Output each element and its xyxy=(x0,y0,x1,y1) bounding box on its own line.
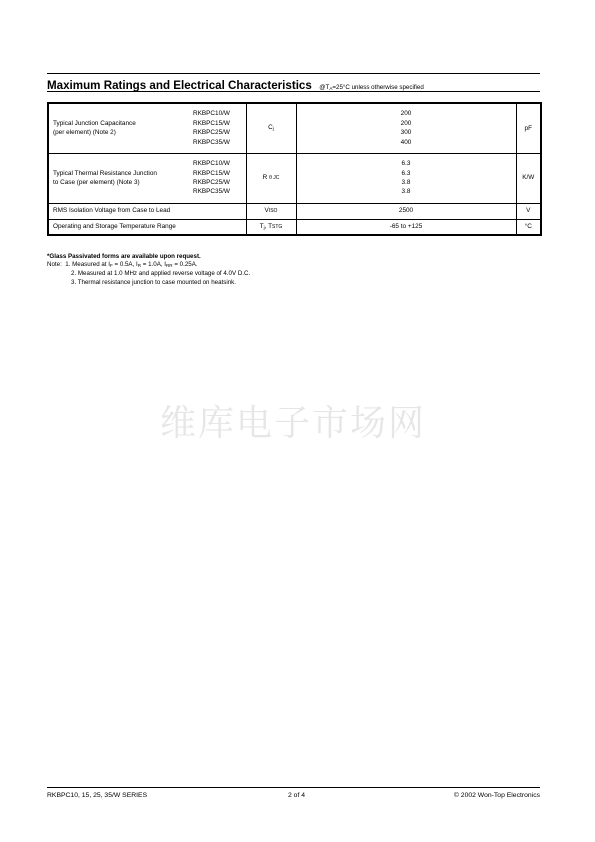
symbol-cell: R θ JC xyxy=(246,153,296,203)
watermark: 维库电子市场网 xyxy=(160,403,427,444)
ratings-table xyxy=(47,102,542,236)
table-row-capacitance xyxy=(48,103,541,153)
symbol-cell: $C_j$ xyxy=(246,103,296,153)
value-cell: 200 200 300 400 xyxy=(296,103,516,153)
footer-page-number: 2 of 4 xyxy=(288,792,306,799)
footer-rule xyxy=(47,787,540,788)
symbol-cell: VISO xyxy=(246,203,296,219)
section-condition: $@T_A=25^\circ C$ unless otherwise specified xyxy=(319,84,424,91)
value-cell: 2500 xyxy=(296,203,516,219)
symbol-cell: $T_j$, TSTG xyxy=(246,219,296,235)
unit-cell: K/W xyxy=(516,153,541,203)
section-title: Maximum Ratings and Electrical Characteristics xyxy=(47,79,312,92)
note-3: 3. Thermal resistance junction to case mounted on heatsink. xyxy=(71,278,236,286)
header-rule-bottom xyxy=(47,91,540,92)
header-rule-top xyxy=(47,73,540,74)
table-row-thermal-resistance xyxy=(48,153,541,203)
unit-cell: °C xyxy=(516,219,541,235)
model-list: RKBPC10/W RKBPC15/W RKBPC25/W RKBPC35/W xyxy=(193,160,230,196)
note-1: Note: 1. Measured at $I_F = 0.5A$, $I_R = 1.0A$, $I_{RR} = 0.25A$. xyxy=(47,261,198,269)
glass-note: *Glass Passivated forms are available upon request. xyxy=(47,253,201,260)
param-cell: Typical Thermal Resistance Junction to Case (per element) (Note 3) RKBPC10/W RKBPC15/W RKBPC25/W RKBPC35/W xyxy=(48,153,246,203)
footer-series: RKBPC10, 15, 25, 35/W SERIES xyxy=(47,792,148,799)
value-cell: -65 to +125 xyxy=(296,219,516,235)
param-cell: Operating and Storage Temperature Range xyxy=(48,219,246,235)
unit-cell: pF xyxy=(516,103,541,153)
unit-cell: V xyxy=(516,203,541,219)
footer-copyright: © 2002 Won-Top Electronics xyxy=(453,792,540,799)
model-list: RKBPC10/W RKBPC15/W RKBPC25/W RKBPC35/W xyxy=(193,110,230,146)
value-cell: 6.3 6.3 3.8 3.8 xyxy=(296,153,516,203)
table-row-temperature-range xyxy=(48,219,541,235)
param-cell: RMS Isolation Voltage from Case to Lead xyxy=(48,203,246,219)
note-2: 2. Measured at 1.0 MHz and applied reverse voltage of 4.0V D.C. xyxy=(71,270,251,278)
table-row-isolation-voltage xyxy=(48,203,541,219)
notes-block xyxy=(47,253,250,287)
param-cell: Typical Junction Capacitance (per element) (Note 2) RKBPC10/W RKBPC15/W RKBPC25/W RKBPC35/W xyxy=(48,103,246,153)
